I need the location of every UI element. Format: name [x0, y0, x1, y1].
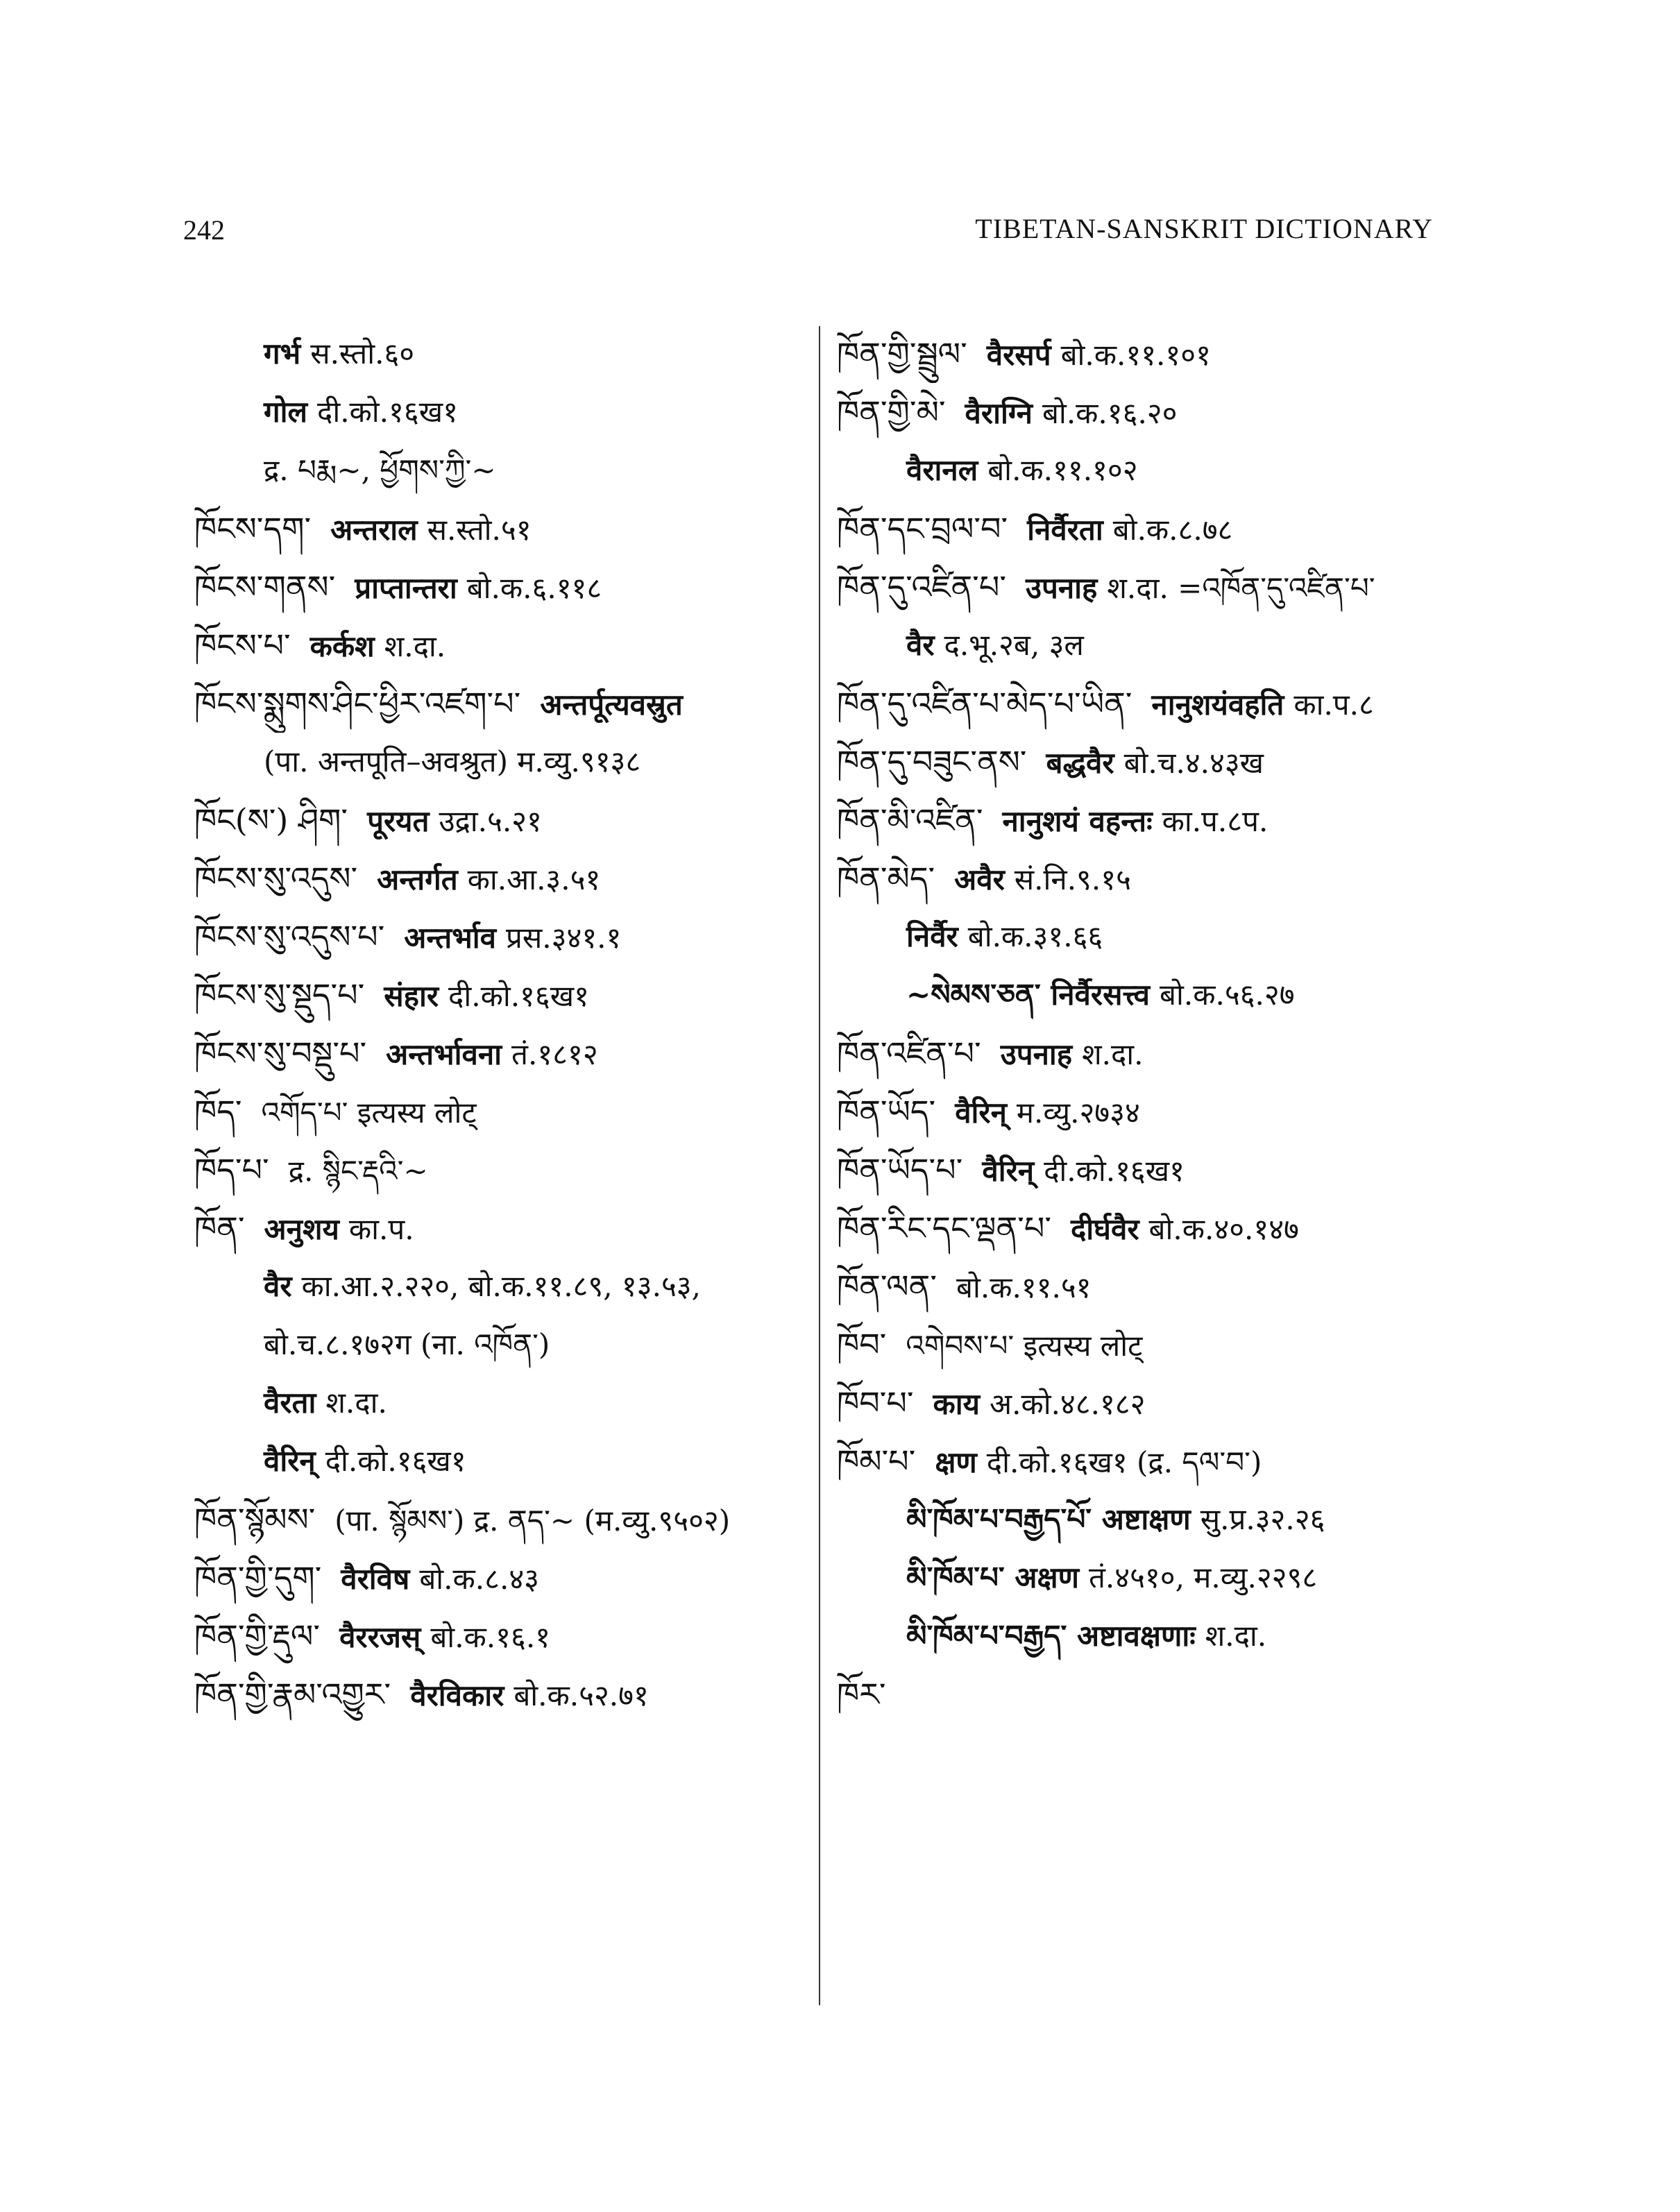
sanskrit-equivalent: क्षण: [935, 1445, 977, 1479]
source-reference: तं.४५१०, म.व्यु.२२९८: [1088, 1560, 1318, 1594]
dictionary-entry: [194, 1024, 819, 1082]
sanskrit-equivalent: वैर: [906, 628, 935, 662]
source-reference: बो.क.५२.७१: [514, 1678, 649, 1712]
dictionary-entry: [194, 325, 819, 383]
source-reference: दी.को.१६ख१ (द्र. དལ་བ་): [986, 1445, 1262, 1479]
source-reference: बो.क.११.१०१: [1060, 338, 1211, 372]
source-reference: बो.क.३१.६६: [967, 919, 1103, 953]
sanskrit-equivalent: वैरसर्प: [986, 338, 1051, 372]
sanskrit-equivalent: वैरिन्: [955, 1096, 1007, 1130]
source-reference: दी.को.१६ख१: [325, 1444, 466, 1478]
source-reference: का.आ.३.५१: [467, 862, 601, 896]
dictionary-entry: [837, 674, 1461, 733]
tibetan-headword: ཁོན་གྱི་རྣམ་འགྱུར་: [194, 1676, 391, 1713]
tibetan-headword: ཁོན་འཛིན་པ་: [837, 1035, 981, 1072]
dictionary-entry: [194, 1490, 819, 1549]
tibetan-headword: ཁོམ་པ་: [837, 1443, 916, 1480]
tibetan-headword: ཁོན་མེད་: [837, 860, 935, 897]
tibetan-headword: ཁོངས་སུ་བསྡུ་པ་: [194, 1035, 367, 1072]
sanskrit-equivalent: पूरयत: [367, 804, 430, 838]
dictionary-entry: [194, 500, 819, 558]
tibetan-headword: ཁོངས་གནས་: [194, 568, 336, 606]
dictionary-entry: [194, 1316, 819, 1374]
dictionary-entry: [837, 1432, 1461, 1490]
sanskrit-equivalent: མི་ཁོམ་པ་བརྒྱད་ अष्टावक्षणाः: [906, 1619, 1196, 1653]
sanskrit-equivalent: वैरिन्: [982, 1154, 1035, 1188]
sanskrit-equivalent: वैररजस्: [339, 1620, 421, 1654]
tibetan-headword: ཁོན་མི་འཛིན་: [837, 801, 983, 839]
source-reference: श.दा.: [1205, 1619, 1267, 1653]
source-reference: (पा. སྙོམས་) द्र. ནད་~ (म.व्यु.९५०२): [334, 1504, 731, 1538]
sanskrit-equivalent: མི་ཁོམ་པ་ अक्षण: [906, 1560, 1079, 1594]
tibetan-headword: ཁོད་པ་: [194, 1151, 269, 1189]
tibetan-headword: ཁོན་ཡོད་པ་: [837, 1151, 963, 1189]
source-reference: बो.क.५६.२७: [1160, 978, 1295, 1012]
source-reference: दी.को.१६ख१: [1044, 1154, 1185, 1188]
sanskrit-equivalent: वैरता: [264, 1386, 316, 1420]
dictionary-entry: [194, 1257, 819, 1316]
source-reference: स.स्तो.६०: [310, 337, 415, 371]
sanskrit-equivalent: नानुशयंवहति: [1151, 688, 1284, 722]
source-reference: प्रस.३४१.१: [506, 921, 622, 955]
sanskrit-equivalent: प्राप्तान्तरा: [355, 571, 457, 605]
source-reference: स.स्तो.५१: [427, 513, 532, 547]
dictionary-entry: [194, 1199, 819, 1257]
dictionary-entry: [837, 1199, 1461, 1257]
dictionary-entry: [194, 849, 819, 908]
sanskrit-equivalent: वैर: [264, 1269, 292, 1303]
dictionary-entry: [837, 1141, 1461, 1199]
tibetan-headword: ཁོད་: [194, 1093, 242, 1130]
source-reference: बो.क.१६.१: [430, 1620, 551, 1654]
dictionary-entry: [837, 1490, 1461, 1549]
tibetan-headword: ཁོངས་སུ་འདུས་པ་: [194, 918, 385, 955]
source-reference: बो.च.८.१७२ग (ना. འཁོན་): [264, 1327, 550, 1361]
sanskrit-equivalent: संहार: [384, 979, 439, 1013]
dictionary-entry: [837, 383, 1461, 441]
dictionary-entry: [837, 791, 1461, 849]
dictionary-entry: [194, 966, 819, 1024]
tibetan-headword: ཁོར་: [837, 1676, 886, 1713]
sanskrit-equivalent: दीर्घवैर: [1070, 1212, 1139, 1246]
dictionary-entry: [194, 616, 819, 674]
tibetan-headword: ཁོན་རིང་དང་ལྡན་པ་: [837, 1209, 1051, 1247]
tibetan-headword: ཁོན་དུ་འཛིན་པ་: [837, 568, 1006, 606]
source-reference: श.दा.: [1082, 1037, 1144, 1071]
right-column: [837, 325, 1461, 1724]
sanskrit-equivalent: མི་ཁོམ་པ་བརྒྱད་པོ་ अष्टाक्षण: [906, 1502, 1191, 1536]
source-reference: सं.नि.९.१५: [1014, 862, 1131, 896]
dictionary-entry: [837, 1607, 1461, 1665]
source-reference: तं.१८१२: [511, 1037, 598, 1071]
dictionary-entry: [194, 733, 819, 791]
sanskrit-equivalent: अन्तर्गत: [377, 862, 458, 896]
tibetan-headword: ཁོན་གྱི་མེ་: [837, 393, 946, 431]
column-divider: [819, 326, 820, 2005]
page-number: 242: [183, 214, 225, 246]
tibetan-headword: ཁོན་གྱི་དུག་: [194, 1559, 322, 1597]
source-reference: श.दा.: [325, 1386, 387, 1420]
source-reference: सु.प्र.३२.२६: [1200, 1502, 1325, 1536]
source-reference: उद्रा.५.२१: [439, 804, 542, 838]
tibetan-headword: ཁོངས་སུ་སྡུད་པ་: [194, 976, 365, 1014]
dictionary-entry: [837, 849, 1461, 908]
tibetan-headword: ཁོན་གྱི་རྡུལ་: [194, 1617, 321, 1655]
sanskrit-equivalent: उपनाह: [1000, 1037, 1073, 1071]
source-reference: द्र. པརྨ~, ཕྱོགས་ཀྱི་~: [264, 453, 496, 487]
dictionary-entry: [837, 500, 1461, 558]
sanskrit-equivalent: वैरिन्: [264, 1444, 316, 1478]
source-reference: अ.को.४८.१८२: [990, 1387, 1146, 1421]
sanskrit-equivalent: वैरानल: [906, 453, 978, 487]
source-reference: बो.क.१६.२०: [1042, 396, 1178, 430]
source-reference: श.दा. =འཁོན་དུ་འཛིན་པ་: [1107, 571, 1375, 605]
source-reference: दी.को.१६ख१: [448, 979, 589, 1013]
tibetan-headword: ཁོངས་སུ་འདུས་: [194, 860, 358, 897]
source-reference: འགེབས་པ་ इत्यस्य लोट्: [906, 1329, 1143, 1363]
dictionary-entry: [194, 1607, 819, 1665]
dictionary-entry: [837, 908, 1461, 966]
dictionary-entry: [194, 791, 819, 849]
dictionary-entry: [194, 1432, 819, 1490]
dictionary-entry: [194, 1082, 819, 1141]
source-reference: का.प.: [348, 1212, 414, 1246]
sanskrit-equivalent: वैरविकार: [410, 1678, 504, 1712]
dictionary-entry: [194, 1665, 819, 1724]
sanskrit-equivalent: निर्वैर: [906, 919, 958, 953]
tibetan-headword: ཁོན་དུ་འཛིན་པ་མེད་པ་ཡིན་: [837, 685, 1132, 722]
dictionary-entry: [837, 616, 1461, 674]
source-reference: बो.क.८.४३: [419, 1562, 540, 1596]
tibetan-headword: ཁོན་དང་བྲལ་བ་: [837, 510, 1008, 547]
sanskrit-equivalent: ~སེམས་ཅན་ निर्वैरसत्त्व: [906, 978, 1151, 1012]
dictionary-entry: [194, 441, 819, 500]
tibetan-headword: ཁོན་: [194, 1209, 245, 1247]
dictionary-entry: [194, 1141, 819, 1199]
sanskrit-equivalent: अन्तर्भाव: [404, 921, 496, 955]
dictionary-entry: [837, 325, 1461, 383]
tibetan-headword: ཁོངས་དག་: [194, 510, 312, 547]
source-reference: द्र. སྙིང་རྡའི་~: [288, 1154, 428, 1188]
dictionary-entry: [837, 1257, 1461, 1316]
tibetan-headword: ཁོན་སྙོམས་: [194, 1501, 316, 1538]
sanskrit-equivalent: अन्तर्पूत्यवस्रुत: [540, 688, 683, 722]
source-reference: बो.च.४.४३ख: [1123, 746, 1264, 780]
dictionary-entry: [837, 1549, 1461, 1607]
source-reference: द.भू.२ब, ३ल: [944, 628, 1084, 662]
sanskrit-equivalent: नानुशयं वहन्तः: [1002, 804, 1153, 838]
dictionary-entry: [837, 441, 1461, 500]
dictionary-entry: [837, 1024, 1461, 1082]
source-reference: (पा. अन्तपूति–अवश्रुत) म.व्यु.९१३८: [264, 745, 641, 779]
sanskrit-equivalent: गर्भ: [264, 337, 301, 371]
dictionary-entry: [837, 966, 1461, 1024]
source-reference: बो.क.६.११८: [466, 571, 602, 605]
tibetan-headword: ཁོངས་པ་: [194, 627, 291, 664]
dictionary-entry: [194, 383, 819, 441]
sanskrit-equivalent: कर्कश: [309, 629, 375, 663]
sanskrit-equivalent: उपनाह: [1025, 571, 1098, 605]
dictionary-entry: [837, 1082, 1461, 1141]
dictionary-entry: [837, 1374, 1461, 1432]
dictionary-entry: [837, 733, 1461, 791]
source-reference: बो.क.४०.१४७: [1148, 1212, 1299, 1246]
source-reference: का.आ.२.२२०, बो.क.११.८९, १३.५३,: [301, 1269, 701, 1303]
tibetan-headword: ཁོབ་: [837, 1326, 887, 1363]
source-reference: འགོད་པ་ इत्यस्य लोट्: [261, 1096, 477, 1130]
sanskrit-equivalent: वैराग्नि: [965, 396, 1033, 430]
dictionary-entry: [194, 1549, 819, 1607]
tibetan-headword: ཁོན་གྱི་སྦྲུལ་: [837, 335, 967, 373]
tibetan-headword: ཁོན་དུ་བཟུང་ནས་: [837, 743, 1027, 781]
sanskrit-equivalent: अन्तराल: [330, 513, 418, 547]
source-reference: म.व्यु.२७३४: [1016, 1096, 1140, 1130]
sanskrit-equivalent: गोल: [264, 395, 308, 429]
tibetan-headword: ཁོན་ཡོད་: [837, 1093, 936, 1130]
sanskrit-equivalent: वैरविष: [341, 1562, 410, 1596]
dictionary-entry: [194, 908, 819, 966]
dictionary-entry: [194, 558, 819, 616]
dictionary-entry: [194, 674, 819, 733]
dictionary-entry: [837, 1665, 1461, 1724]
tibetan-headword: ཁོང(ས་) ཤིག་: [194, 801, 348, 839]
source-reference: बो.क.८.७८: [1112, 513, 1233, 547]
dictionary-entry: [837, 558, 1461, 616]
tibetan-headword: ཁོངས་སྨུགས་ཤིང་ཕྱིར་འཛག་པ་: [194, 685, 521, 722]
source-reference: श.दा.: [384, 629, 446, 663]
tibetan-headword: ཁོབ་པ་: [837, 1384, 914, 1422]
running-title: TIBETAN-SANSKRIT DICTIONARY: [975, 213, 1433, 244]
dictionary-entry: [194, 1374, 819, 1432]
sanskrit-equivalent: अवैर: [954, 862, 1005, 896]
sanskrit-equivalent: काय: [933, 1387, 980, 1421]
sanskrit-equivalent: निर्वैरता: [1027, 513, 1103, 547]
sanskrit-equivalent: बद्धवैर: [1046, 746, 1114, 780]
dictionary-entry: [837, 1316, 1461, 1374]
source-reference: दी.को.१६ख१: [317, 395, 458, 429]
sanskrit-equivalent: अन्तर्भावना: [386, 1037, 502, 1071]
tibetan-headword: ཁོན་ལན་: [837, 1268, 937, 1305]
source-reference: का.प.८: [1293, 688, 1374, 722]
source-reference: का.प.८प.: [1162, 804, 1269, 838]
sanskrit-equivalent: अनुशय: [264, 1212, 339, 1246]
left-column: [194, 325, 819, 1724]
source-reference: बो.क.११.५१: [956, 1270, 1092, 1304]
source-reference: बो.क.११.१०२: [987, 453, 1138, 487]
